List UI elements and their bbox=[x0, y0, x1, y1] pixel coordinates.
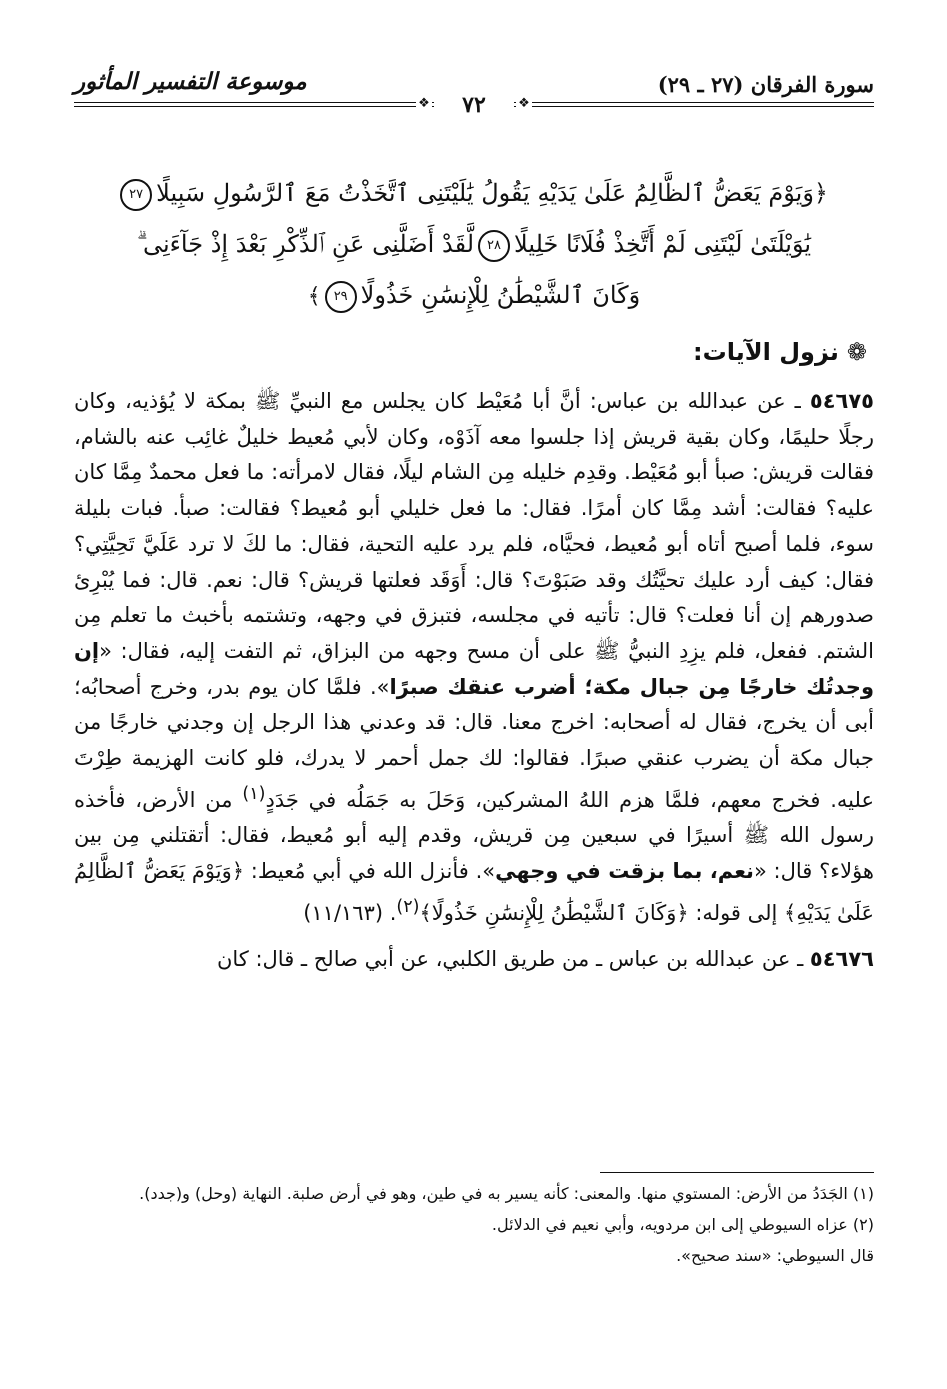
closing-bracket: ﴾ bbox=[307, 284, 321, 309]
ornament-icon: ❖ bbox=[516, 96, 532, 112]
section-heading: ❁نزول الآيات: bbox=[693, 338, 867, 366]
narration-paragraph: ٥٤٦٧٥ ـ عن عبدالله بن عباس: أنَّ أبا مُعَيْط كان يجلس مع النبيِّ ﷺ بمكة لا يُؤذيه، وكان رجلًا حليمًا، وكان بقية قريش إذا جلسوا معه آذَوْه، وكان لأبي مُعيط خليلٌ غائِب عنه بالشام، فقالت قريش: صبأ أبو مُعَيْط. وقدِم خليله مِن الشام ليلًا، فقال لامرأته: ما فعل محمدٌ مِمَّا كان عليه؟ فقالت: أشد مِمَّا كان أمرًا. فقال: ما فعل خليلي أبو مُعيط؟ فقالت: صبأ. فبات بليلة سوء، فلما أصبح أتاه أبو مُعيط، فحيَّاه، فلم يرد عليه التحية، فقال: ما لكَ لا ترد عَلَيَّ تَحِيَّتِي؟ فقال: كيف أرد عليك تحيَّتُك وقد صَبَوْتَ؟ قال: أَوَقَد فعلتها قريش؟ قال: نعم. قال: فما يُبْرِئ صدورهم إن أنا فعلت؟ قال: تأتيه في مجلسه، فتبزق في وجهه، وتشتمه بأخبث ما تعلم مِن الشتم. ففعل، فلم يزِدِ النبيُّ ﷺ على أن مسح وجهه من البزاق، ثم التفت إليه، فقال: «إن وجدتُك خارجًا مِن جبال مكة؛ أضرب عنقك صبرًا». فلمَّا كان يوم بدر، وخرج أصحابُه؛ أبى أن يخرج، فقال له أصحابه: اخرج معنا. قال: قد وعدني هذا الرجل إن وجدني خارجًا من جبال مكة أن يضرب عنقي صبرًا. فقالوا: لك جمل أحمر لا يدرك، فلو كانت الهزيمة طِرْتَ عليه. فخرج معهم، فلمَّا هزم اللهُ المشركين، وَحَلَ به جَمَلُه في جَدَدٍ$^{(١)}$ من الأرض، فأخذه رسول الله ﷺ أسيرًا في سبعين مِن قريش، وقدم إليه أبو مُعيط، فقال: أتقتلني مِن بين هؤلاء؟ قال: «نعم، بما بزقت في وجهي». فأنزل الله في أبي مُعيط: ﴿وَيَوْمَ يَعَضُّ ٱلظَّالِمُ عَلَىٰ يَدَيْهِ﴾ إلى قوله: ﴿وَكَانَ ٱلشَّيْطَٰنُ لِلْإِنسَٰنِ خَذُولًا﴾$^{(٢)}$. (١١/١٦٣) bbox=[74, 389, 875, 925]
footnote-separator bbox=[600, 1172, 874, 1173]
ayah-number-27: ٢٧ bbox=[120, 179, 152, 211]
flower-ornament-icon: ❁ bbox=[846, 338, 867, 366]
ayah-number-28: ٢٨ bbox=[478, 230, 510, 262]
footnote-ref[interactable]: (١) bbox=[242, 783, 266, 804]
verse-line: ﴿وَيَوْمَ يَعَضُّ ٱلظَّالِمُ عَلَىٰ يَدَيْهِ يَقُولُ يَٰلَيْتَنِى ٱتَّخَذْتُ مَعَ ٱلرَّسُولِ سَبِيلًا٢٧ bbox=[120, 168, 828, 219]
footnote: (١) الجَدَدُ من الأرض: المستوي منها. والمعنى: كأنه يسير به في طين، وهو في أرض صلبة. النهاية (وحل) و(جدد). bbox=[139, 1184, 874, 1203]
footnote: قال السيوطي: «سند صحيح». bbox=[676, 1246, 874, 1265]
footnote-ref[interactable]: (٢) bbox=[396, 896, 420, 917]
quran-verses bbox=[120, 168, 828, 322]
surah-running-title: سورة الفرقان (٢٧ ـ ٢٩) bbox=[657, 72, 874, 97]
ayah-number-29: ٢٩ bbox=[325, 281, 357, 313]
quote-bold: إن وجدتُك خارجًا مِن جبال مكة؛ أضرب عنقك صبرًا bbox=[74, 638, 874, 699]
page-header bbox=[74, 62, 874, 118]
narration-number: ٥٤٦٧٦ bbox=[809, 946, 874, 971]
verse-line: يَٰوَيْلَتَىٰ لَيْتَنِى لَمْ أَتَّخِذْ فُلَانًا خَلِيلًا٢٨لَّقَدْ أَضَلَّنِى عَنِ ٱلذِّكْرِ بَعْدَ إِذْ جَآءَنِى ۗ bbox=[120, 219, 828, 270]
verse-line: وَكَانَ ٱلشَّيْطَٰنُ لِلْإِنسَٰنِ خَذُولًا٢٩﴾ bbox=[120, 270, 828, 322]
footnotes bbox=[74, 1180, 874, 1273]
page-number: ٧٢ bbox=[434, 92, 514, 118]
body-text bbox=[74, 384, 874, 977]
footnote: (٢) عزاه السيوطي إلى ابن مردويه، وأبي نعيم في الدلائل. bbox=[491, 1215, 874, 1234]
ornament-icon: ❖ bbox=[416, 96, 432, 112]
narration-number: ٥٤٦٧٥ bbox=[809, 389, 874, 413]
book-title: موسوعة التفسير المأثور bbox=[74, 68, 307, 95]
quote-bold: نعم، بما بزقت في وجهي bbox=[495, 859, 754, 884]
narration-paragraph: ٥٤٦٧٦ ـ عن عبدالله بن عباس ـ من طريق الكلبي، عن أبي صالح ـ قال: كان bbox=[216, 946, 874, 971]
